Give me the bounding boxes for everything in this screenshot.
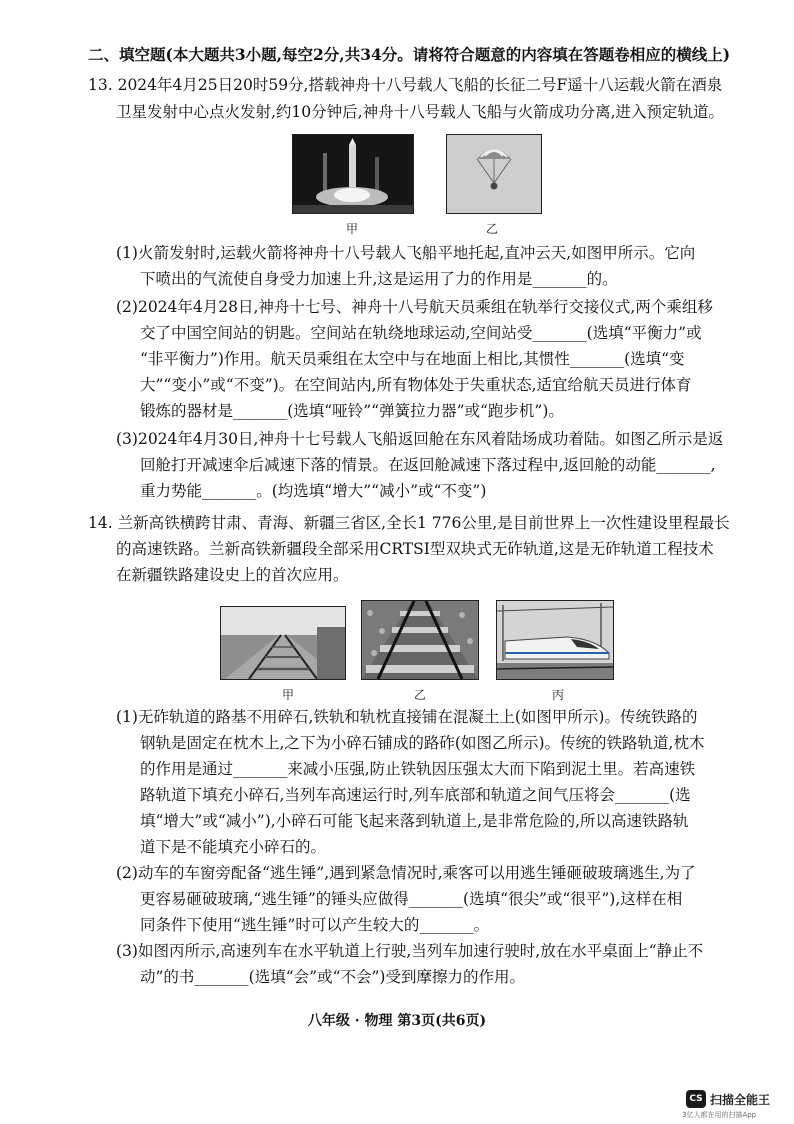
ballastless-track-illustration bbox=[221, 607, 345, 679]
q14-part3-line-1: (3)如图丙所示,高速列车在水平轨道上行驶,当列车加速行驶时,放在水平桌面上“静止不 bbox=[116, 942, 704, 960]
high-speed-train-illustration bbox=[497, 601, 613, 679]
figure-label-b: 乙 bbox=[486, 222, 499, 236]
q14-part2-line-1: (2)动车的车窗旁配备“逃生锤”,遇到紧急情况时,乘客可以用逃生锤砸破玻璃逃生,为了 bbox=[116, 864, 696, 882]
q14-stem-line-3: 在新疆铁路建设史上的首次应用。 bbox=[116, 566, 349, 584]
ballasted-track-photo bbox=[361, 600, 479, 680]
scanner-tagline: 3亿人都在用的扫描App bbox=[682, 1111, 757, 1119]
q13-part1-line-2: 下喷出的气流使自身受力加速上升,这是运用了力的作用是_______的。 bbox=[140, 270, 618, 288]
figure-label-a: 甲 bbox=[346, 222, 359, 236]
scanner-watermark bbox=[686, 1090, 770, 1108]
q13-part2-line-3: “非平衡力”)作用。航天员乘组在太空中与在地面上相比,其惯性_______(选填“变 bbox=[140, 350, 685, 368]
parachute-illustration bbox=[447, 135, 541, 213]
q13-stem-line-1: 13. 2024年4月25日20时59分,搭载神舟十八号载人飞船的长征二号F遥十八运载火箭在酒泉 bbox=[88, 76, 723, 94]
q14-part1-line-3: 的作用是通过_______来减小压强,防止铁轨因压强太大而下陷到泥土里。若高速铁 bbox=[140, 760, 696, 778]
scanner-app-name: 扫描全能王 bbox=[710, 1092, 771, 1107]
q14-part2-line-3: 同条件下使用“逃生锤”时可以产生较大的_______。 bbox=[140, 916, 490, 934]
q13-part2-line-1: (2)2024年4月28日,神舟十七号、神舟十八号航天员乘组在轨举行交接仪式,两个乘组移 bbox=[116, 298, 713, 316]
rocket-launch-photo bbox=[292, 134, 414, 214]
scanner-logo-icon: CS bbox=[686, 1090, 706, 1108]
figure-label-c: 丙 bbox=[552, 688, 565, 702]
figure-label-b: 乙 bbox=[414, 688, 427, 702]
q14-stem-line-2: 的高速铁路。兰新高铁新疆段全部采用CRTSI型双块式无砟轨道,这是无砟轨道工程技术 bbox=[116, 540, 714, 558]
q14-part1-line-5: 填“增大”或“减小”),小碎石可能飞起来落到轨道上,是非常危险的,所以高速铁路轨 bbox=[140, 812, 689, 830]
q13-part2-line-2: 交了中国空间站的钥匙。空间站在轨绕地球运动,空间站受_______(选填“平衡力”或 bbox=[140, 324, 702, 342]
high-speed-train-photo bbox=[496, 600, 614, 680]
q14-part1-line-2: 钢轨是固定在枕木上,之下为小碎石铺成的路砟(如图乙所示)。传统的铁路轨道,枕木 bbox=[140, 734, 705, 752]
q13-part3-line-1: (3)2024年4月30日,神舟十七号载人飞船返回舱在东风着陆场成功着陆。如图乙所示是返 bbox=[116, 430, 724, 448]
q14-part2-line-2: 更容易砸破玻璃,“逃生锤”的锤头应做得_______(选填“很尖”或“很平”),这样在相 bbox=[140, 890, 683, 908]
q13-part2-line-5: 锻炼的器材是_______(选填“哑铃”“弹簧拉力器”或“跑步机”)。 bbox=[140, 402, 564, 420]
q13-part3-line-3: 重力势能_______。(均选填“增大”“减小”或“不变”) bbox=[140, 482, 487, 500]
ballastless-track-photo bbox=[220, 606, 346, 680]
q14-part3-line-2: 动”的书_______(选填“会”或“不会”)受到摩擦力的作用。 bbox=[140, 968, 525, 986]
q13-part1-line-1: (1)火箭发射时,运载火箭将神舟十八号载人飞船平地托起,直冲云天,如图甲所示。它向 bbox=[116, 244, 696, 262]
q14-stem-line-1: 14. 兰新高铁横跨甘肃、青海、新疆三省区,全长1 776公里,是目前世界上一次性建设里程最长 bbox=[88, 514, 730, 532]
q14-part1-line-4: 路轨道下填充小碎石,当列车高速运行时,列车底部和轨道之间气压将会_______(选 bbox=[140, 786, 691, 804]
q14-part1-line-6: 道下是不能填充小碎石的。 bbox=[140, 838, 327, 856]
section-heading: 二、填空题(本大题共3小题,每空2分,共34分。请将符合题意的内容填在答题卷相应的横线上) bbox=[88, 45, 731, 64]
figure-label-a: 甲 bbox=[282, 688, 295, 702]
page-footer: 八年级 · 物理 第3页(共6页) bbox=[307, 1013, 487, 1029]
q13-stem-line-2: 卫星发射中心点火发射,约10分钟后,神舟十八号载人飞船与火箭成功分离,进入预定轨道。 bbox=[116, 103, 725, 121]
q13-part3-line-2: 回舱打开减速伞后减速下落的情景。在返回舱减速下落过程中,返回舱的动能_______, bbox=[140, 456, 716, 474]
ballasted-track-illustration bbox=[362, 601, 478, 679]
q14-part1-line-1: (1)无砟轨道的路基不用碎石,铁轨和轨枕直接铺在混凝土上(如图甲所示)。传统铁路的 bbox=[116, 708, 698, 726]
rocket-launch-illustration bbox=[293, 135, 413, 213]
q13-part2-line-4: 大”“变小”或“不变”)。在空间站内,所有物体处于失重状态,适宜给航天员进行体育 bbox=[140, 376, 692, 394]
return-capsule-photo bbox=[446, 134, 542, 214]
